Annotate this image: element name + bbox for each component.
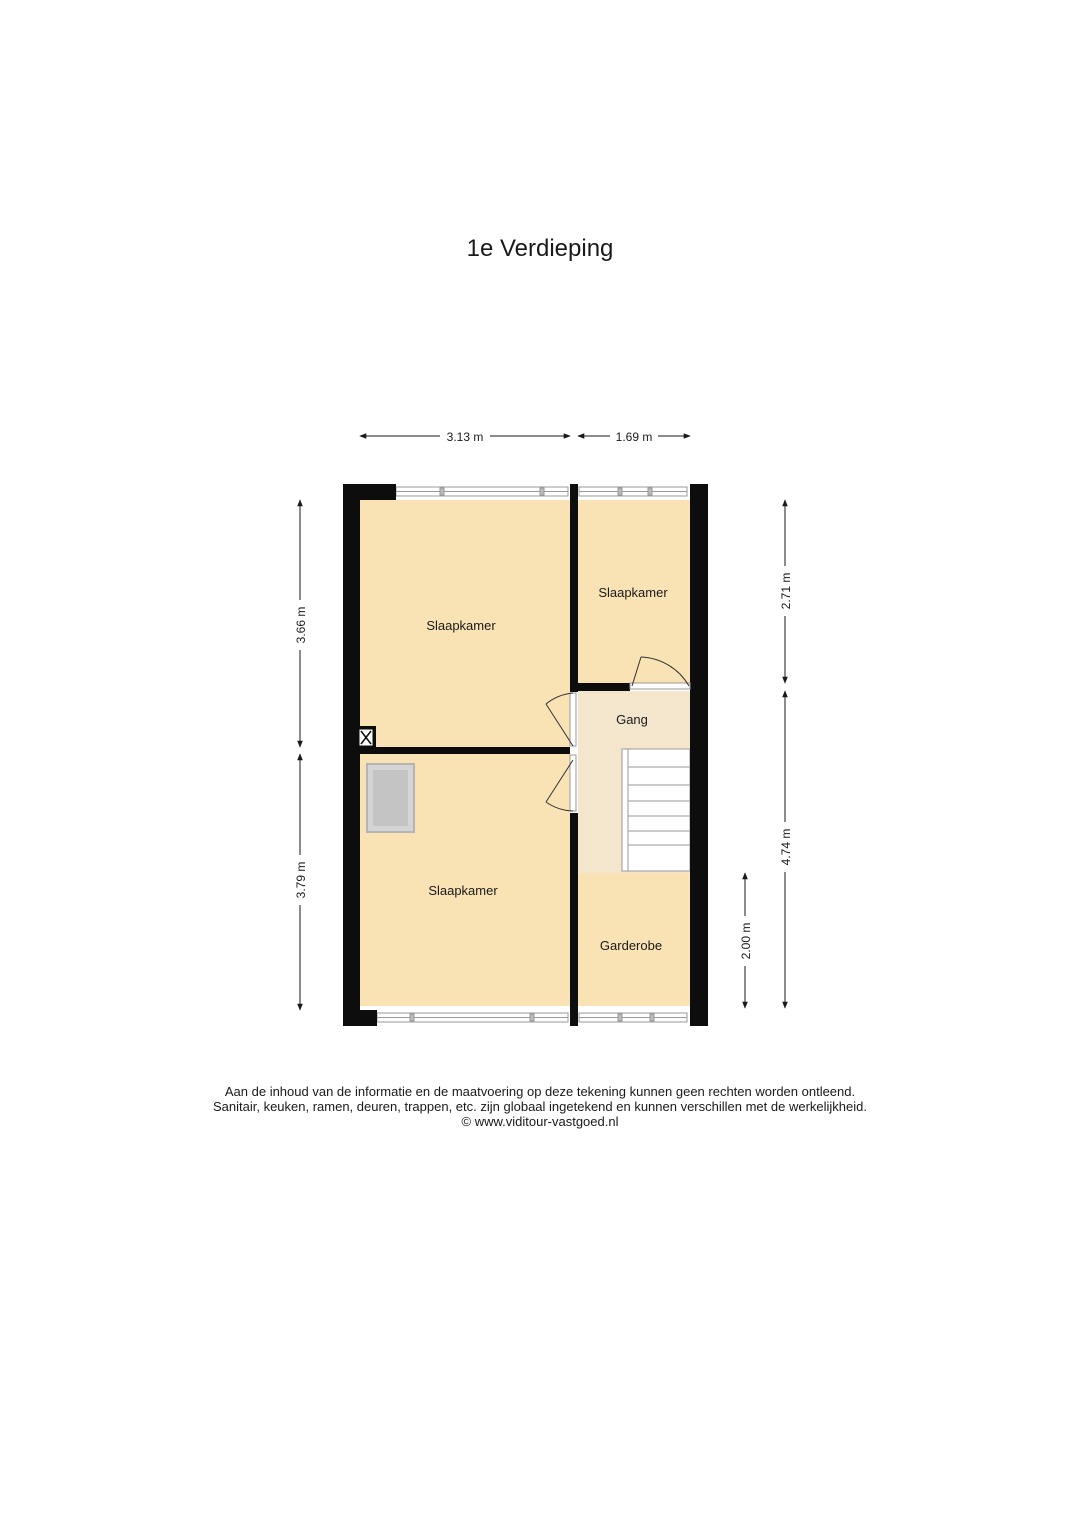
- staircase: [622, 749, 690, 871]
- disclaimer-line-2: Sanitair, keuken, ramen, deuren, trappen, etc. zijn globaal ingetekend en kunnen verschillen met de werkelijkheid.: [212, 1099, 867, 1114]
- disclaimer: [0, 1084, 1080, 1129]
- svg-text:3.79 m: 3.79 m: [294, 861, 308, 899]
- svg-text:2.00 m: 2.00 m: [739, 922, 753, 960]
- svg-text:1.69 m: 1.69 m: [615, 430, 653, 444]
- dimension-wardrobe: [739, 873, 753, 1008]
- svg-text:4.74 m: 4.74 m: [779, 828, 793, 866]
- dimension-left-lower: [294, 754, 308, 1010]
- shaft-icon: [360, 730, 372, 745]
- floor-title: 1e Verdieping: [466, 235, 614, 262]
- room-label-bedroom-bottom-left: Slaapkamer: [428, 883, 498, 898]
- copyright: © www.viditour-vastgoed.nl: [461, 1114, 619, 1129]
- room-label-wardrobe: Garderobe: [599, 938, 663, 953]
- svg-text:3.13 m: 3.13 m: [446, 430, 484, 444]
- room-label-bedroom-top-right: Slaapkamer: [598, 585, 668, 600]
- room-label-bedroom-top-left: Slaapkamer: [426, 618, 496, 633]
- svg-text:2.71 m: 2.71 m: [779, 572, 793, 610]
- dimension-left-upper: [294, 500, 308, 747]
- dimension-top-left: [360, 430, 570, 444]
- dimension-right-upper: [779, 500, 793, 683]
- skylight: [367, 764, 414, 832]
- dimension-top-right: [578, 430, 690, 444]
- room-label-hall: Gang: [616, 712, 648, 727]
- svg-text:3.66 m: 3.66 m: [294, 606, 308, 644]
- dimension-right-lower: [779, 691, 793, 1008]
- disclaimer-line-1: Aan de inhoud van de informatie en de maatvoering op deze tekening kunnen geen rechten worden ontleend.: [224, 1084, 856, 1099]
